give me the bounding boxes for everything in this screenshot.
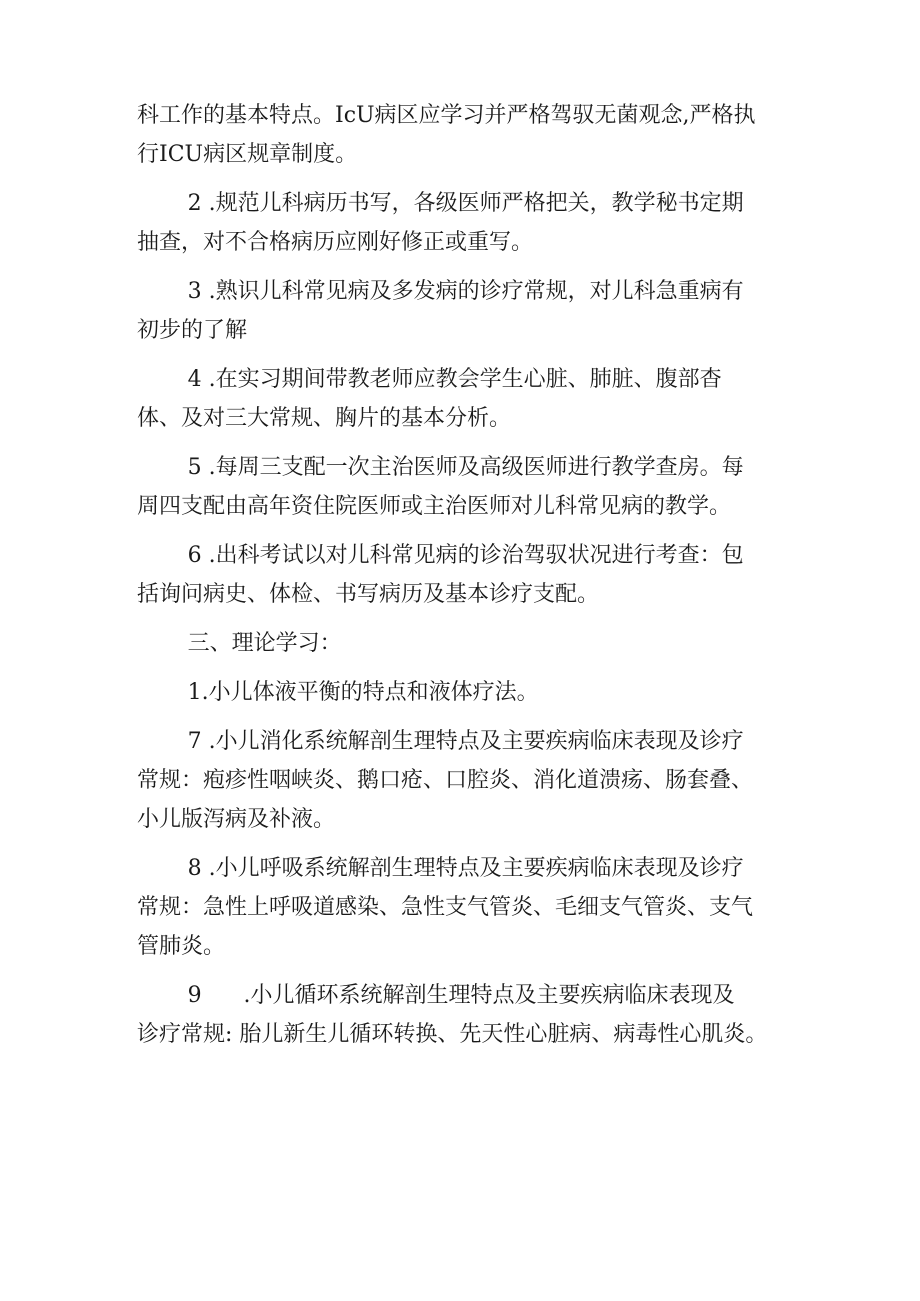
- paragraph-line: 周四支配由高年资住院医师或主治医师对儿科常见病的教学。: [137, 494, 732, 519]
- paragraph-line: 抽查，对不合格病历应刚好修正或重写。: [137, 230, 534, 255]
- paragraph-4: [137, 360, 787, 438]
- paragraph-line: 7 .小儿消化系统解剖生理特点及主要疾病临床表现及诊疗: [187, 729, 744, 754]
- paragraph-line: 括询问病史、体检、书写病历及基本诊疗支配。: [137, 582, 600, 607]
- paragraph-line: 1.小儿体液平衡的特点和液体疗法。: [187, 680, 539, 705]
- paragraph-line: 初步的了解: [137, 318, 248, 343]
- paragraph-line: 9 .小儿循环系统解剖生理特点及主要疾病临床表现及: [187, 983, 735, 1008]
- paragraph-line: 8 .小儿呼吸系统解剖生理特点及主要疾病临床表现及诊疗: [187, 856, 744, 881]
- paragraph-line: 5 .每周三支配一次主治医师及高级医师进行教学查房。每: [187, 455, 744, 480]
- paragraph-line: 小儿版泻病及补液。: [137, 807, 336, 832]
- paragraph-line: 常规：疱疹性咽峡炎、鹅口疮、口腔炎、消化道溃疡、肠套叠、: [137, 768, 754, 793]
- section-heading: [137, 624, 787, 663]
- paragraph-line: 3 .熟识儿科常见病及多发病的诊疗常规，对儿科急重病有: [187, 279, 744, 304]
- paragraph-line: 管肺炎。: [137, 934, 226, 959]
- paragraph-line: 4 .在实习期间带教老师应教会学生心脏、肺脏、腹部杳: [187, 367, 722, 392]
- paragraph-line: 6 .出科考试以对儿科常见病的诊治驾驭状况进行考查：包: [187, 543, 744, 568]
- paragraph-line: 2 .规范儿科病历书写，各级医师严格把关，教学秘书定期: [187, 191, 744, 216]
- section-heading-text: 三、理论学习：: [187, 631, 342, 656]
- paragraph-9: [137, 722, 787, 839]
- paragraph-line: 科工作的基本特点。IcU病区应学习并严格驾驭无菌观念,严格执: [137, 103, 756, 128]
- paragraph-line: 诊疗常规: 胎儿新生儿循环转换、先天性心脏病、病毒性心肌炎。: [137, 1022, 768, 1047]
- paragraph-line: 行ICU病区规章制度。: [137, 142, 358, 167]
- paragraph-5: [137, 448, 787, 526]
- paragraph-line: 体、及对三大常规、胸片的基本分析。: [137, 406, 512, 431]
- paragraph-3: [137, 272, 787, 350]
- paragraph-6: [137, 536, 787, 614]
- paragraph-line: 常规：急性上呼吸道感染、急性支气管炎、毛细支气管炎、支气: [137, 895, 754, 920]
- paragraph-1: [137, 96, 787, 174]
- paragraph-2: [137, 184, 787, 262]
- paragraph-10: [137, 849, 787, 966]
- paragraph-8: [137, 673, 787, 712]
- document-body: [137, 96, 787, 1064]
- paragraph-11: [137, 976, 787, 1054]
